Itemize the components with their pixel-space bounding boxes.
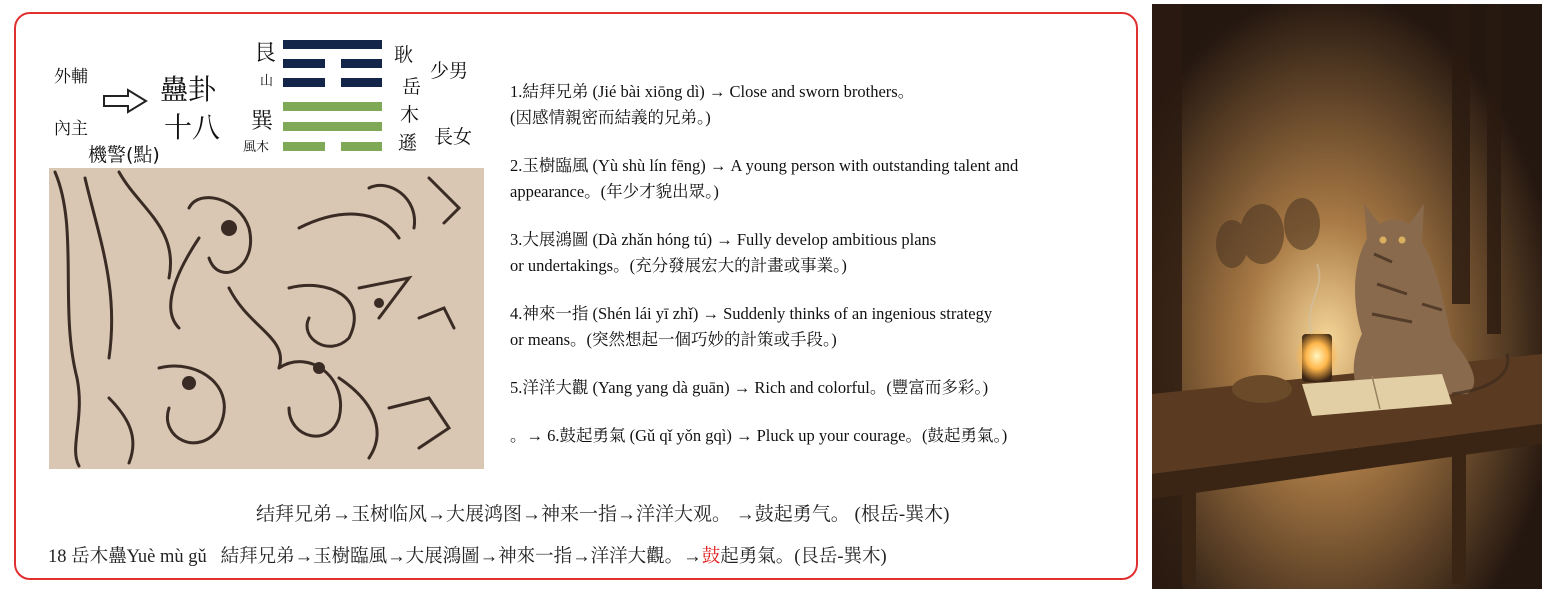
hexagram-line-1b — [341, 142, 382, 151]
upper-trigram-image: 山 — [260, 74, 274, 89]
idiom-3-line1: 3.大展鴻圖 (Dà zhǎn hóng tú) → Fully develop ambitious plans — [510, 230, 937, 249]
idiom-item-5 — [510, 375, 1125, 401]
idiom-1-line1: 1.結拜兄弟 (Jié bài xiōng dì) → Close and sworn brothers。 — [510, 82, 915, 101]
idiom-1-line2: (因感情親密而結義的兄弟。) — [510, 108, 711, 127]
hexagram-line-6 — [283, 40, 382, 49]
hexagram-line-5a — [283, 59, 325, 68]
woodcut-illustration — [49, 168, 484, 469]
gua-title: 蠱卦 — [160, 73, 217, 106]
summary-after-red: 起勇氣。(艮岳-巽木) — [720, 547, 887, 567]
idiom-3-line2: or undertakings。(充分發展宏大的計畫或事業。) — [510, 256, 847, 275]
hexagram-line-5b — [341, 59, 382, 68]
upper-trigram-name: 艮 — [254, 41, 277, 66]
upper-alias-top: 耿 — [394, 44, 414, 66]
idiom-5-line1: 5.洋洋大觀 (Yang yang dà guān) → Rich and colorful。(豐富而多彩。) — [510, 378, 989, 397]
summary-simplified: 结拜兄弟→玉树临风→大展鸿图→神来一指→洋洋大观。 →鼓起勇气。 (根岳-巽木) — [256, 504, 950, 525]
summary-prefix: 18 岳木蠱Yuè mù gǔ — [48, 547, 207, 567]
hexagram-line-4b — [341, 78, 382, 87]
hexagram-line-4a — [283, 78, 325, 87]
idiom-item-1 — [510, 79, 1125, 131]
idiom-6-line1: 。→ 6.鼓起勇氣 (Gǔ qǐ yǒn gqì) → Pluck up your courage。(鼓起勇氣。) — [510, 426, 1008, 445]
inner-label: 內主 — [54, 119, 88, 139]
hexagram-line-2 — [283, 122, 382, 131]
summary-traditional — [48, 542, 887, 568]
idiom-4-line1: 4.神來一指 (Shén lái yī zhǐ) → Suddenly thinks of an ingenious strategy — [510, 304, 993, 323]
idiom-item-6 — [510, 423, 1125, 449]
upper-family: 少男 — [430, 60, 469, 82]
idiom-2-line2: appearance。(年少才貌出眾。) — [510, 182, 719, 201]
gua-number: 十八 — [164, 111, 221, 144]
lower-trigram-image: 風木 — [243, 140, 270, 155]
summary-red-char: 鼓 — [701, 547, 721, 567]
idiom-2-line1: 2.玉樹臨風 (Yù shù lín fēng) → A young person with outstanding talent and — [510, 156, 1019, 175]
lower-trigram-name: 巽 — [251, 109, 274, 134]
cat-by-lantern-painting — [1152, 4, 1542, 589]
outer-label: 外輔 — [54, 67, 88, 87]
key-note: 機警(點) — [88, 144, 160, 166]
lower-family: 長女 — [434, 126, 473, 148]
upper-alias-mid: 岳 — [402, 76, 422, 98]
idiom-4-line2: or means。(突然想起一個巧妙的計策或手段。) — [510, 330, 837, 349]
lower-alias-top: 木 — [400, 104, 420, 126]
hexagram-line-1a — [283, 142, 325, 151]
hexagram-line-3 — [283, 102, 382, 111]
idiom-item-4 — [510, 301, 1125, 353]
summary-before-red: 結拜兄弟→玉樹臨風→大展鴻圖→神來一指→洋洋大觀。→ — [206, 547, 702, 567]
lower-alias-mid: 遜 — [398, 132, 418, 154]
right-arrow-icon — [102, 88, 148, 118]
idiom-item-3 — [510, 227, 1125, 279]
idiom-item-2 — [510, 153, 1125, 205]
